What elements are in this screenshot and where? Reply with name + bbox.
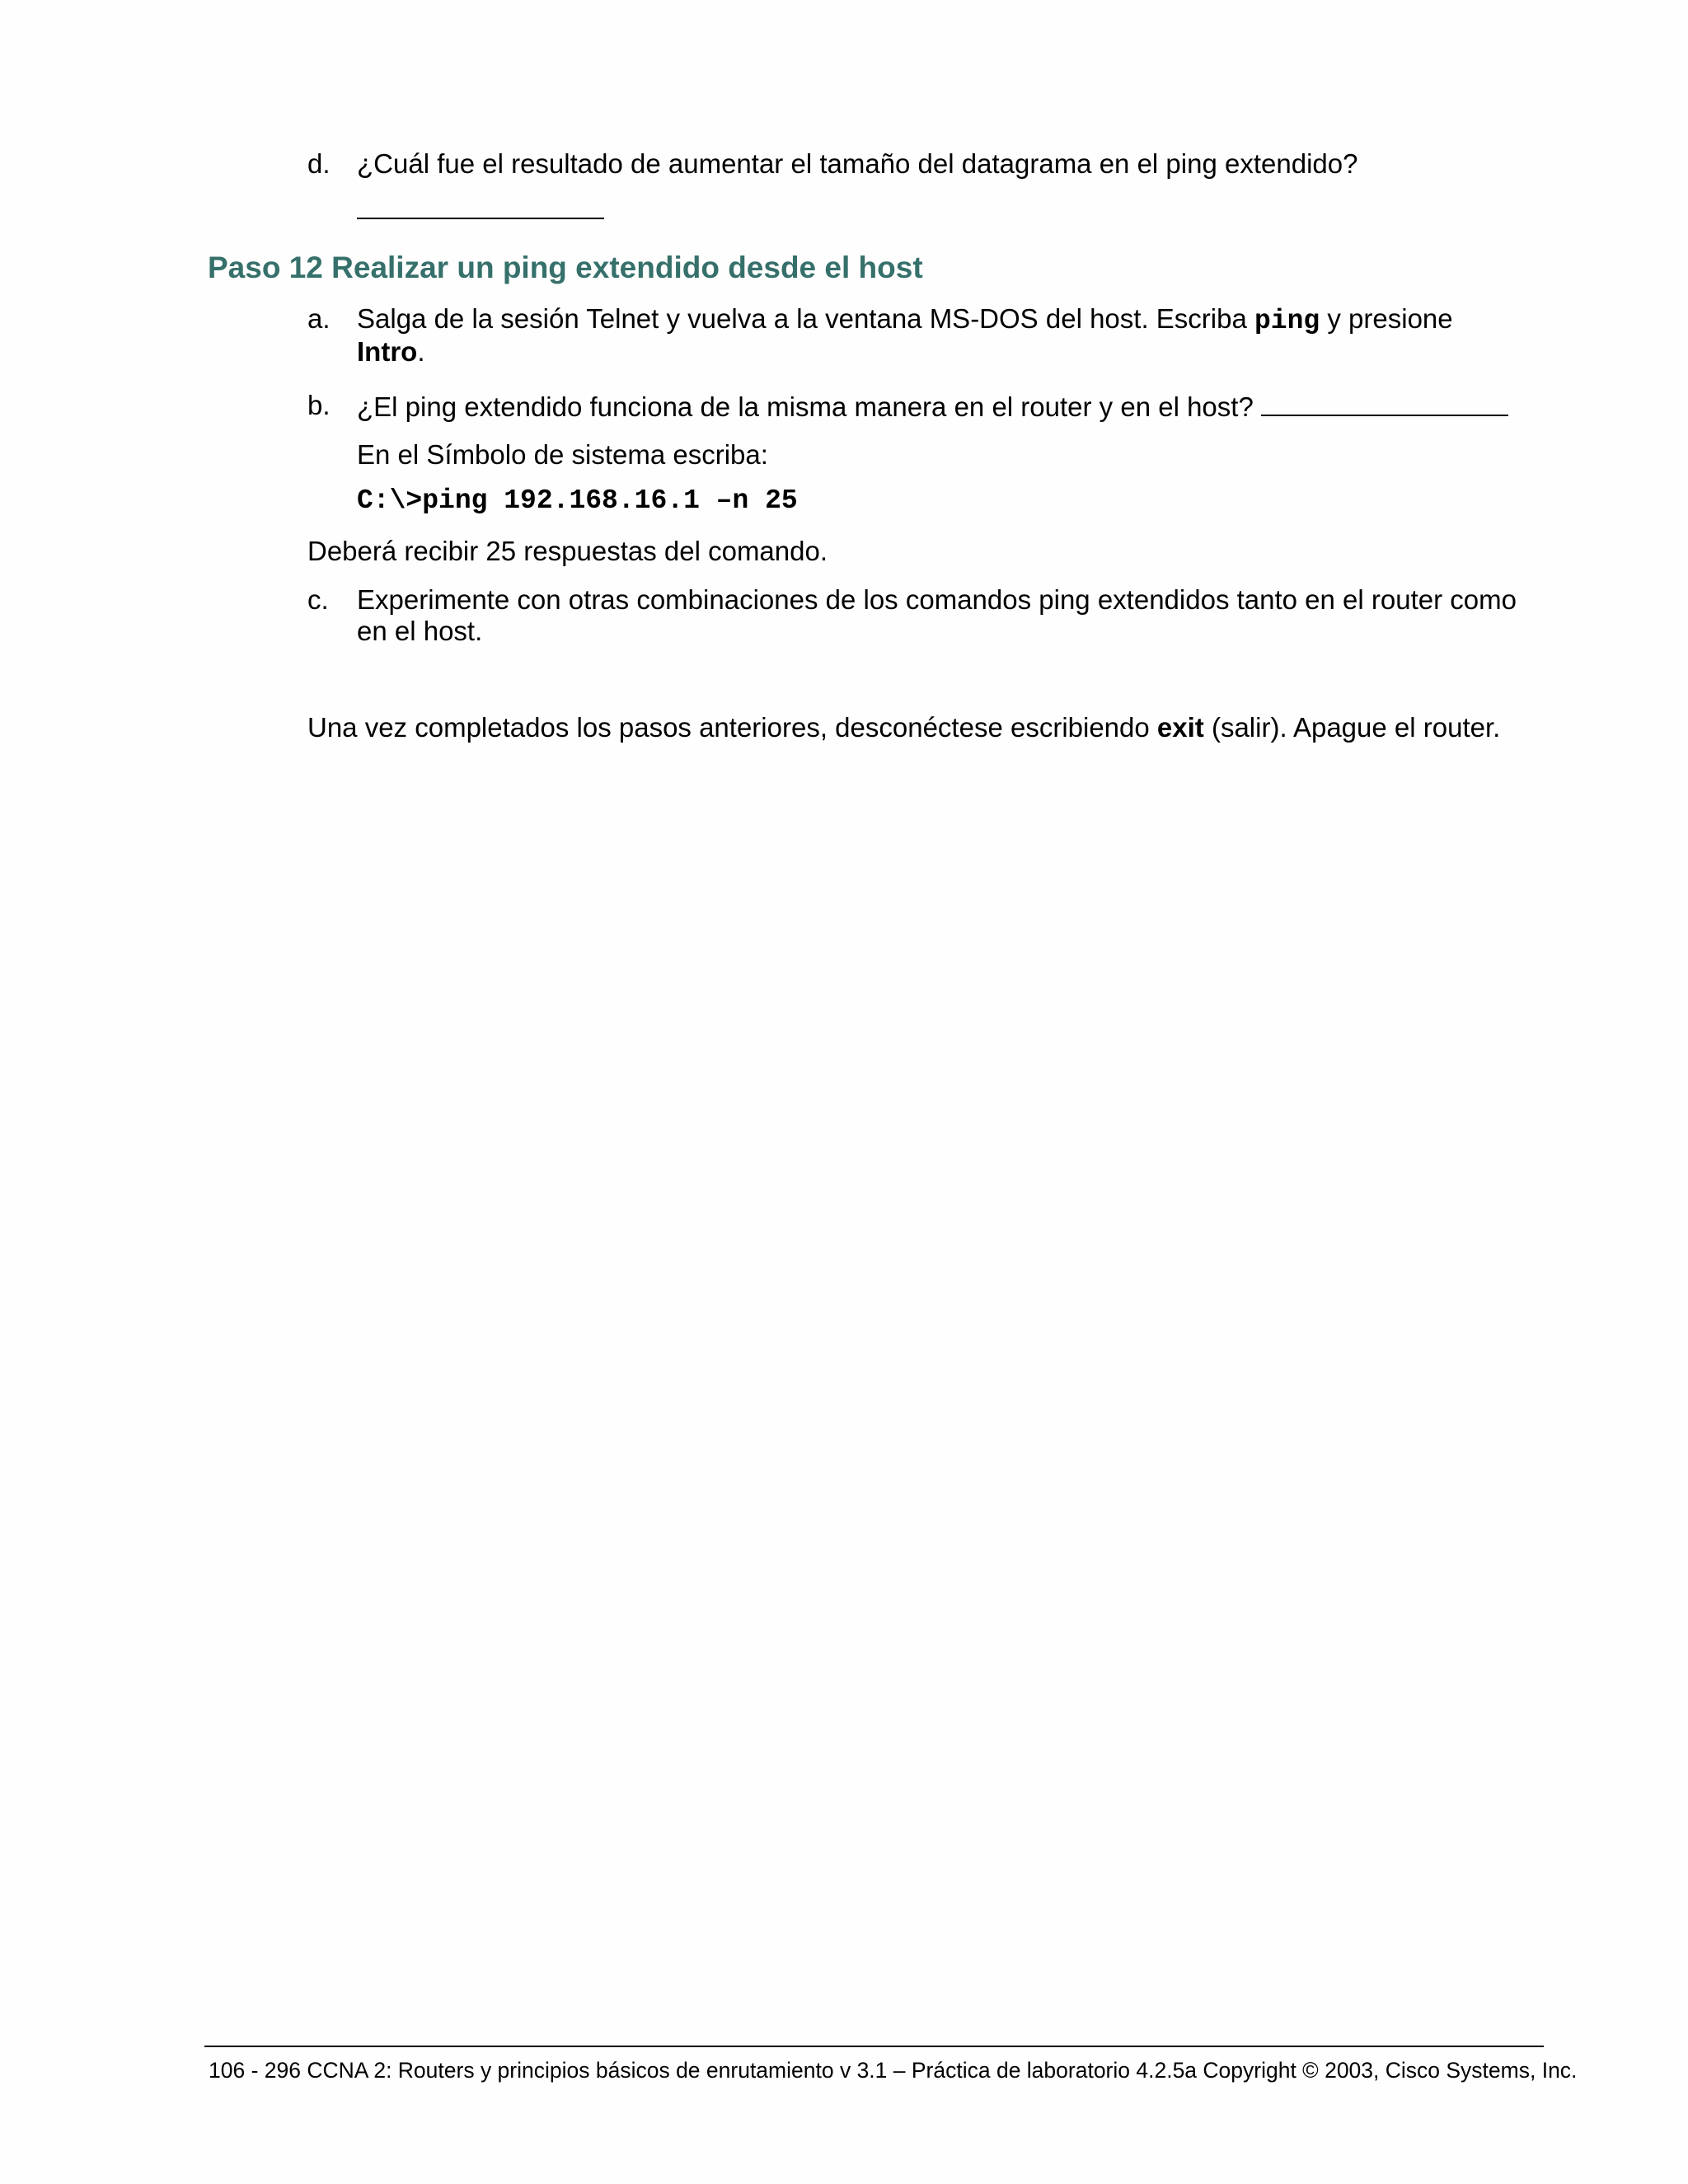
item-a-marker: a.: [307, 303, 331, 334]
replies-note: Deberá recibir 25 respuestas del comando.: [307, 536, 828, 566]
exit-command: exit: [1156, 712, 1204, 743]
ping-command: ping: [1254, 306, 1320, 336]
item-a-line2: [357, 336, 425, 368]
item-c-line1: Experimente con otras combinaciones de los comandos ping extendidos tanto en el router como: [357, 584, 1517, 615]
answer-blank-b: [1261, 390, 1508, 416]
footer-divider: [204, 2046, 1544, 2047]
item-a-text-after: y presione: [1320, 303, 1453, 334]
item-a-period: .: [417, 336, 425, 367]
item-b-line: [357, 390, 1508, 423]
item-c-line2: en el host.: [357, 616, 483, 646]
closing-instruction: [307, 712, 1500, 743]
ping-host-command: C:\>ping 192.168.16.1 –n 25: [357, 485, 798, 516]
command-prompt-instruction: En el Símbolo de sistema escriba:: [357, 439, 768, 470]
item-b-marker: b.: [307, 390, 331, 420]
item-d-marker: d.: [307, 148, 331, 179]
closing-before: Una vez completados los pasos anteriores, desconéctese escribiendo: [307, 712, 1157, 743]
item-c-marker: c.: [307, 584, 329, 615]
page-footer: 106 - 296 CCNA 2: Routers y principios básicos de enrutamiento v 3.1 – Práctica de laboratorio 4.2.5a Copyright © 2003, Cisco Systems, Inc.: [209, 2058, 1578, 2083]
step-12-heading: Paso 12 Realizar un ping extendido desde el host: [208, 251, 923, 284]
intro-key: Intro: [357, 336, 418, 367]
item-d-question: ¿Cuál fue el resultado de aumentar el tamaño del datagrama en el ping extendido?: [357, 148, 1358, 179]
item-b-question: ¿El ping extendido funciona de la misma manera en el router y en el host?: [357, 391, 1254, 422]
item-a-text-before: Salga de la sesión Telnet y vuelva a la ventana MS-DOS del host. Escriba: [357, 303, 1254, 334]
item-a-line1: [357, 303, 1453, 337]
closing-after: (salir). Apague el router.: [1203, 712, 1501, 743]
answer-blank-d: [357, 193, 604, 219]
